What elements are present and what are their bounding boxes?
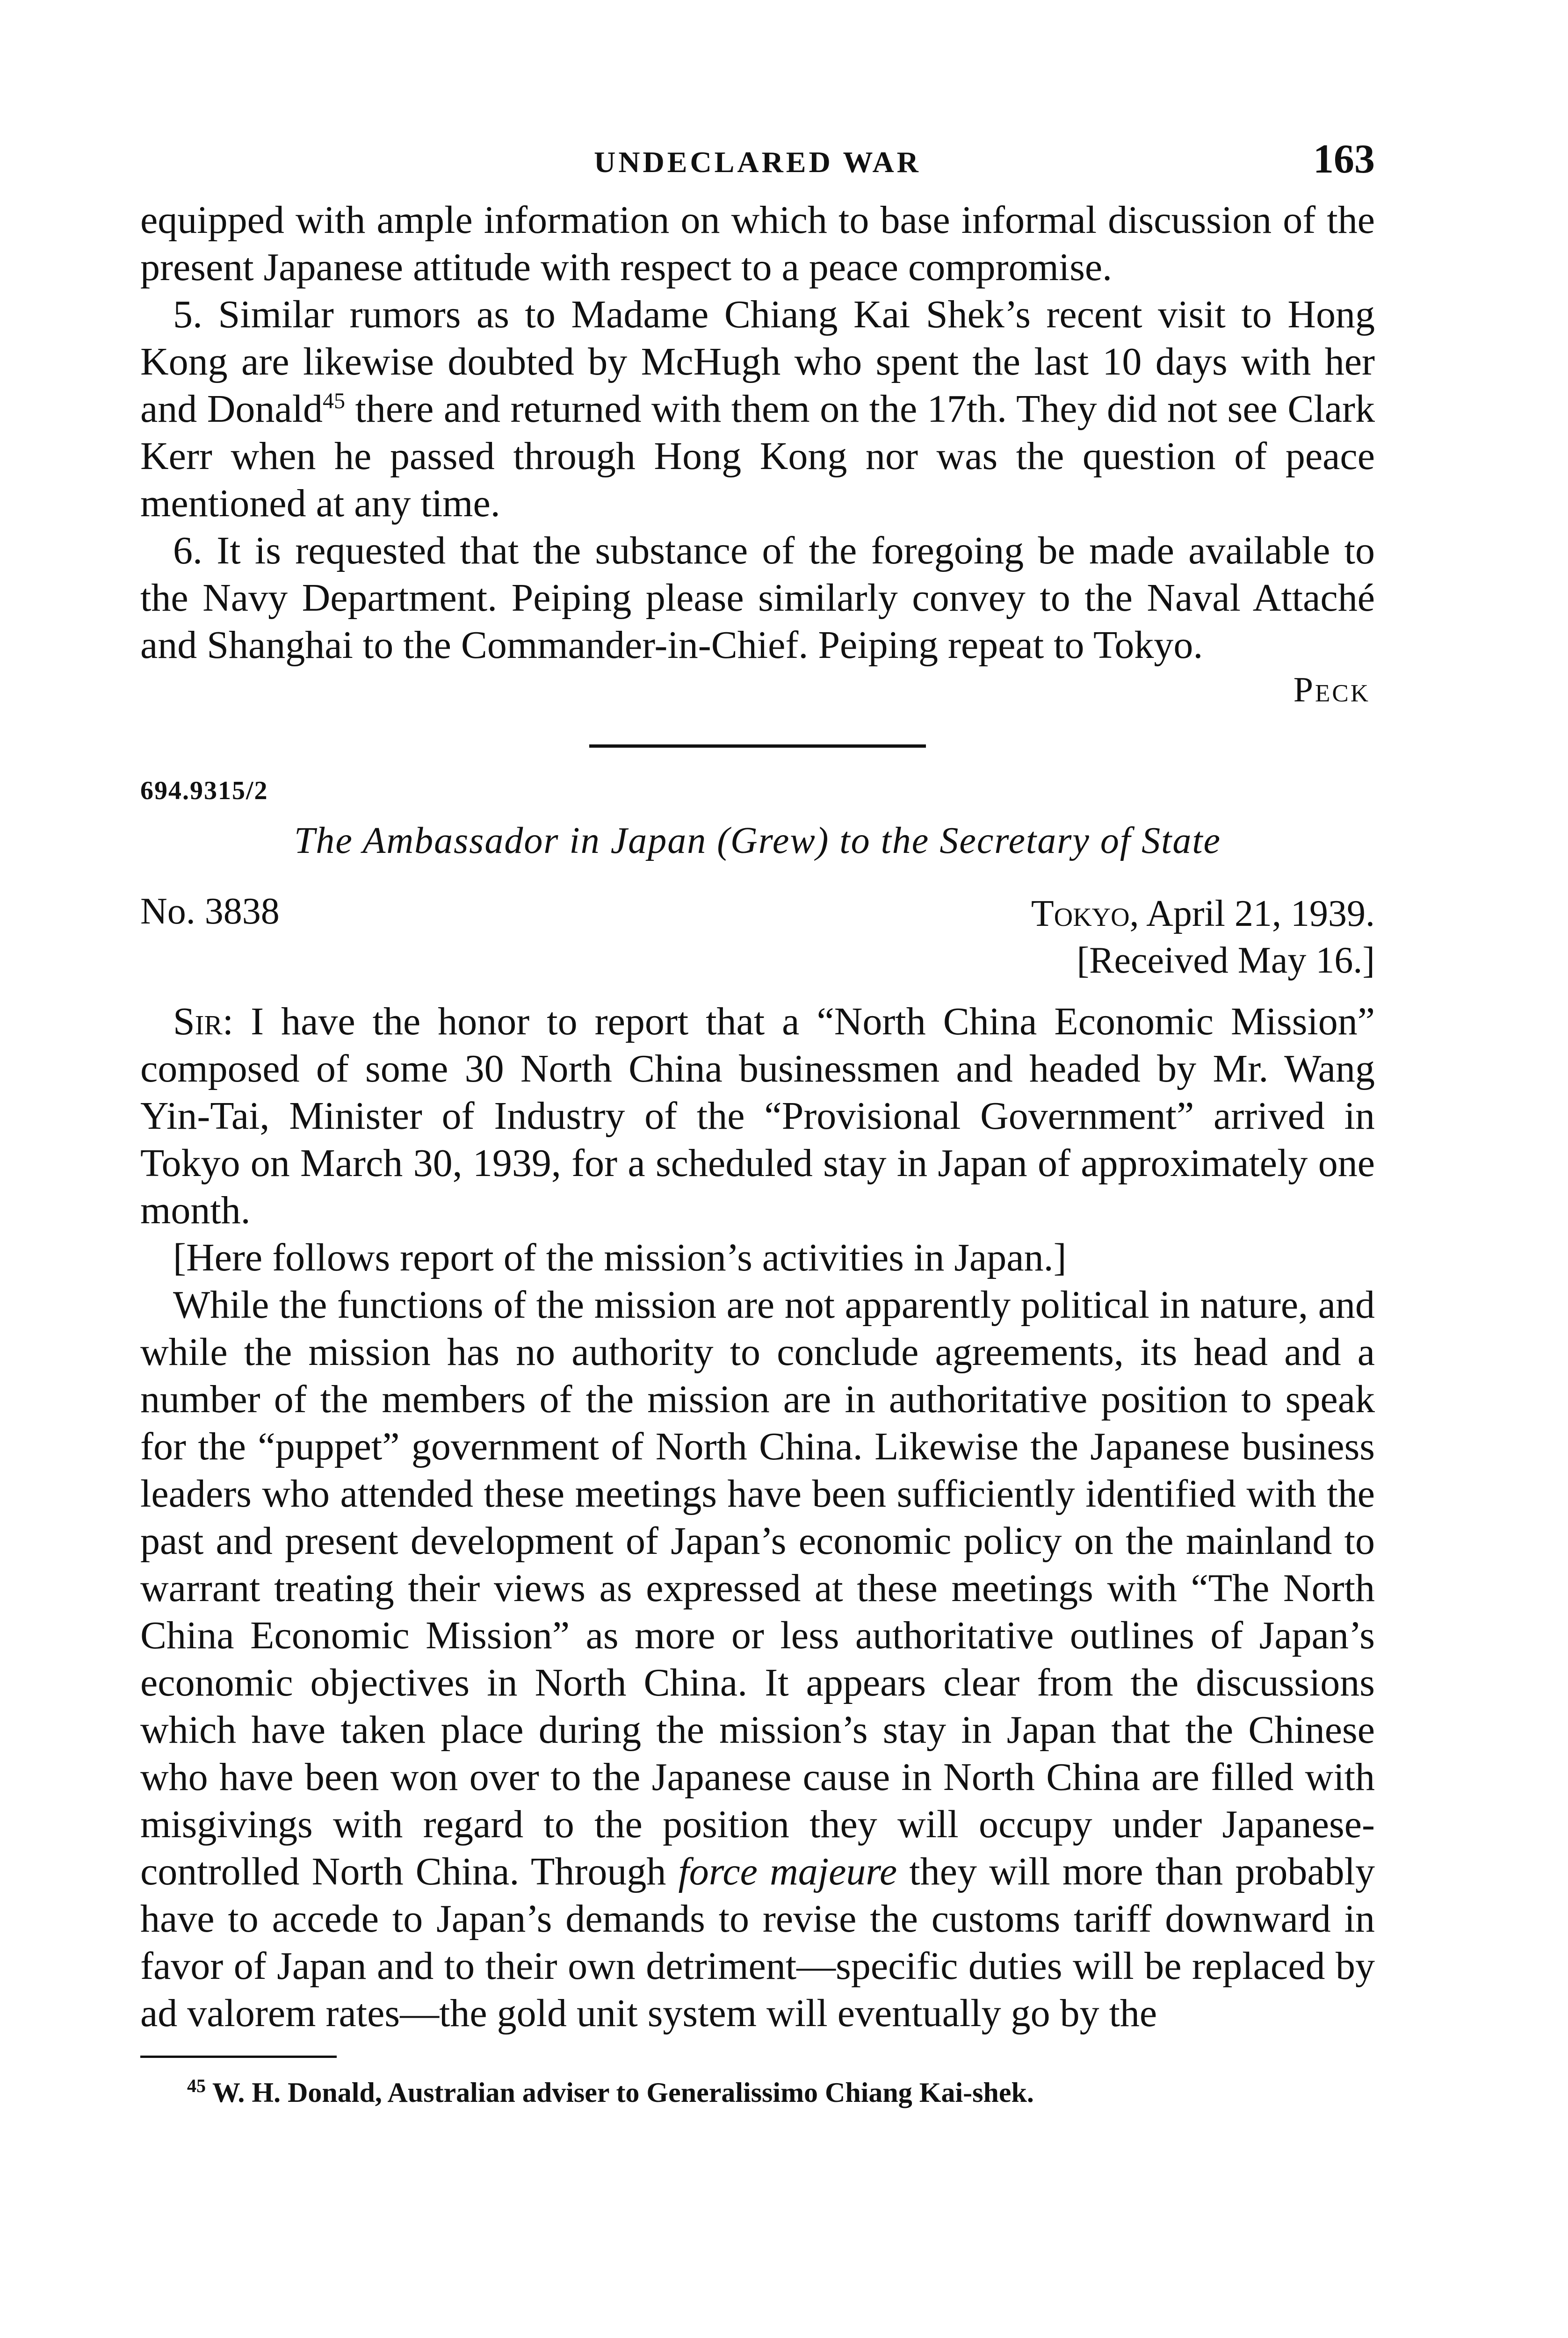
footnote-divider bbox=[140, 2056, 337, 2058]
letter-paragraph-3-text-a: While the functions of the mission are not apparently political in nature, and while the mission has no authority to conclude agreements, its head and a number of the members of the mission are in authoritative position to speak for the “puppet” government of North China. Likewise the Japanese business leaders who attended these meetings have been sufficiently identified with the past and present development of Japan’s economic policy on the mainland to warrant treating their views as expressed at these meetings with “The North China Economic Mission” as more or less authoritative outlines of Japan’s economic objectives in North China. It appears clear from the discussions which have taken place during the mission’s stay in Japan that the Chinese who have been won over to the Japanese cause in North China are filled with misgivings with regard to the position they will occupy under Japanese-controlled North China. Through bbox=[140, 1283, 1375, 1893]
section-divider bbox=[589, 744, 926, 748]
paragraph-5-text-b: there and returned with them on the 17th. They did not see Clark Kerr when he passed through Hong Kong nor was the question of peace mentioned at any time. bbox=[140, 387, 1375, 525]
letter-paragraph-1 bbox=[140, 998, 1375, 1234]
document-title: The Ambassador in Japan (Grew) to the Secretary of State bbox=[294, 820, 1221, 861]
editorial-note: [Here follows report of the mission’s activities in Japan.] bbox=[173, 1236, 1067, 1279]
place-date-line bbox=[1031, 890, 1375, 937]
date: April 21, 1939. bbox=[1139, 893, 1375, 934]
place: Tokyo, bbox=[1031, 893, 1139, 934]
paragraph-6: 6. It is requested that the substance of the foregoing be made available to the Navy Department. Peiping please similarly convey to the Naval Attaché and Shanghai to the Commander-in-Chief. Peiping repeat to Tokyo. bbox=[140, 529, 1375, 667]
letter-paragraph-3-text-b: they will more than probably have to accede to Japan’s demands to revise the customs tariff downward in favor of Japan and to their own detriment—specific duties will be replaced by ad valorem rates—the gold unit system will eventually go by the bbox=[140, 1850, 1375, 2035]
signature-peck: Peck bbox=[1293, 670, 1370, 709]
footnote bbox=[140, 2077, 1375, 2109]
footnote-text: W. H. Donald, Australian adviser to Generalissimo Chiang Kai-shek. bbox=[206, 2077, 1034, 2108]
place-date bbox=[1031, 890, 1375, 984]
footnote-reference: 45 bbox=[323, 389, 346, 413]
paragraph-continued: equipped with ample information on which to base informal discussion of the present Japanese attitude with respect to a peace compromise. bbox=[140, 198, 1375, 289]
letter-paragraph-3 bbox=[140, 1281, 1375, 2037]
running-head: UNDECLARED WAR bbox=[594, 145, 921, 179]
paragraph-5-text-a: 5. Similar rumors as to Madame Chiang Kai Shek’s recent visit to Hong Kong are likewise doubted by McHugh who spent the last 10 days with her and Donald bbox=[140, 293, 1375, 431]
page bbox=[140, 126, 1375, 2109]
document-number: No. 3838 bbox=[140, 891, 280, 932]
file-number: 694.9315/2 bbox=[140, 776, 268, 805]
footnote-mark: 45 bbox=[187, 2075, 206, 2096]
continued-telegram bbox=[140, 196, 1375, 669]
letter-body bbox=[140, 998, 1375, 2037]
letter-paragraph-1-text: I have the honor to report that a “North China Economic Mission” composed of some 30 North China businessmen and headed by Mr. Wang Yin-Tai, Minister of Industry of the “Provisional Government” arrived in Tokyo on March 30, 1939, for a scheduled stay in Japan of approximately one month. bbox=[140, 1000, 1375, 1232]
received-date: [Received May 16.] bbox=[1077, 940, 1375, 981]
dateline bbox=[140, 890, 1375, 984]
salutation: Sir: bbox=[173, 1000, 234, 1043]
page-number: 163 bbox=[1313, 137, 1375, 182]
italic-phrase: force majeure bbox=[678, 1850, 897, 1893]
page-header bbox=[140, 126, 1375, 196]
paragraph-5 bbox=[140, 291, 1375, 527]
